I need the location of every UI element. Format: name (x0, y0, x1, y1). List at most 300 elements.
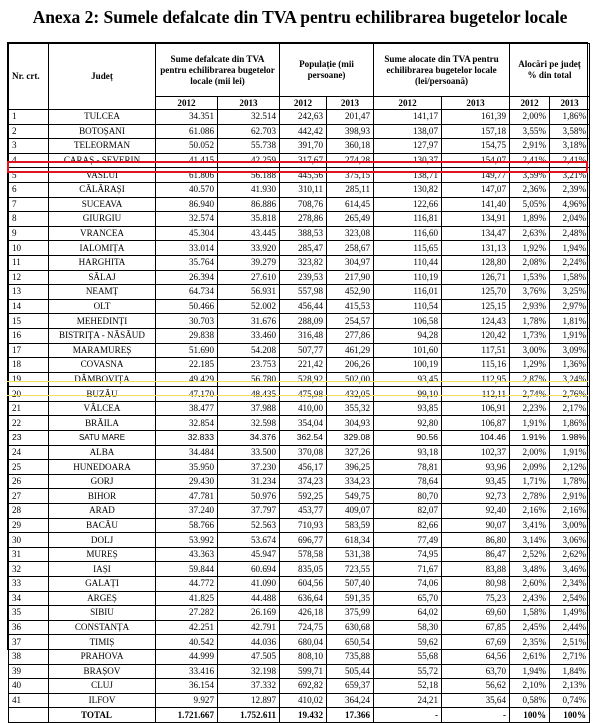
cell-sume-2012: 64.734 (156, 285, 218, 300)
cell-sume-2012: 26.394 (156, 270, 218, 285)
cell-nr: 25 (9, 460, 49, 475)
header-populatie: Populație (mii persoane) (280, 44, 374, 97)
cell-sume-2013: 34.376 (218, 431, 280, 446)
cell-aloc-2013: 67,85 (442, 620, 510, 635)
cell-pop-2012: 221,42 (280, 358, 327, 373)
cell-aloc-2013: 120,42 (442, 328, 510, 343)
cell-pop-2013: 591,35 (327, 591, 374, 606)
cell-nr: 9 (9, 226, 49, 241)
cell-nr: 26 (9, 474, 49, 489)
cell-pct-2012: 1,78% (510, 314, 550, 329)
cell-aloc-2013: 75,23 (442, 591, 510, 606)
year-header: 2013 (550, 97, 590, 110)
cell-nr: 41 (9, 693, 49, 708)
cell-sume-2012: 41.415 (156, 153, 218, 168)
table-row (9, 328, 590, 343)
cell-aloc-2013: 90,07 (442, 518, 510, 533)
cell-pct-2012: 2,36% (510, 182, 550, 197)
table-row (9, 577, 590, 592)
cell-aloc-2012: 74,06 (374, 577, 442, 592)
cell-aloc-2013: 67,69 (442, 635, 510, 650)
cell-nr: 1 (9, 110, 49, 125)
page-title: Anexa 2: Sumele defalcate din TVA pentru echilibrarea bugetelor locale (32, 7, 568, 27)
cell-sume-2012: 43.363 (156, 547, 218, 562)
cell-pop-2012: 288,09 (280, 314, 327, 329)
cell-judet: BUZĂU (49, 387, 156, 402)
cell-judet: NEAMȚ (49, 285, 156, 300)
cell-pop-2012: 710,93 (280, 518, 327, 533)
table-row (9, 358, 590, 373)
cell-aloc-2012: 65,70 (374, 591, 442, 606)
cell-sume-2012: 32.574 (156, 212, 218, 227)
cell-pop-2012: 578,58 (280, 547, 327, 562)
cell-pop-2012: 592,25 (280, 489, 327, 504)
cell-pop-2012: 19.432 (280, 708, 327, 723)
cell-sume-2013: 35.818 (218, 212, 280, 227)
cell-judet: SIBIU (49, 606, 156, 621)
cell-pop-2013: 375,99 (327, 606, 374, 621)
cell-aloc-2012: 100,19 (374, 358, 442, 373)
cell-pop-2012: 316,48 (280, 328, 327, 343)
cell-pct-2013: 2,54% (550, 591, 590, 606)
cell-nr: 30 (9, 533, 49, 548)
cell-sume-2012: 44.772 (156, 577, 218, 592)
cell-sume-2013: 54.208 (218, 343, 280, 358)
cell-aloc-2012: 92,80 (374, 416, 442, 431)
cell-sume-2012: 1.721.667 (156, 708, 218, 723)
cell-aloc-2013: 161,39 (442, 110, 510, 125)
cell-pct-2013: 2,24% (550, 255, 590, 270)
cell-pop-2013: 415,53 (327, 299, 374, 314)
table-row (9, 460, 590, 475)
cell-pop-2013: 630,68 (327, 620, 374, 635)
cell-pct-2012: 0,58% (510, 693, 550, 708)
cell-aloc-2012: 64,02 (374, 606, 442, 621)
cell-judet: SATU MARE (49, 431, 156, 446)
cell-sume-2013: 32.514 (218, 110, 280, 125)
cell-aloc-2013: 157,18 (442, 124, 510, 139)
cell-nr: 5 (9, 168, 49, 183)
table-row (9, 197, 590, 212)
cell-pct-2012: 2,35% (510, 635, 550, 650)
table-row (9, 620, 590, 635)
cell-pop-2013: 452,90 (327, 285, 374, 300)
cell-aloc-2012: 55,68 (374, 649, 442, 664)
cell-aloc-2013: 141,40 (442, 197, 510, 212)
cell-pct-2013: 3,09% (550, 343, 590, 358)
cell-sume-2012: 9.927 (156, 693, 218, 708)
cell-sume-2013: 39.279 (218, 255, 280, 270)
cell-aloc-2012: 77,49 (374, 533, 442, 548)
cell-pct-2012: 3,59% (510, 168, 550, 183)
table-row (9, 679, 590, 694)
cell-aloc-2013: 112,95 (442, 372, 510, 387)
table-row (9, 182, 590, 197)
cell-sume-2013: 55.738 (218, 139, 280, 154)
cell-pct-2012: 5,05% (510, 197, 550, 212)
cell-pct-2012: 1,89% (510, 212, 550, 227)
cell-aloc-2012: 106,58 (374, 314, 442, 329)
cell-aloc-2013: 125,70 (442, 285, 510, 300)
cell-judet: TOTAL (49, 708, 156, 723)
cell-sume-2012: 86.940 (156, 197, 218, 212)
cell-aloc-2012: 130,37 (374, 153, 442, 168)
cell-pop-2013: 507,40 (327, 577, 374, 592)
cell-pct-2012: 1,91% (510, 416, 550, 431)
vat-allocation-table (8, 43, 590, 723)
cell-nr: 14 (9, 299, 49, 314)
cell-pop-2012: 310,11 (280, 182, 327, 197)
cell-sume-2012: 34.351 (156, 110, 218, 125)
cell-pct-2012: 2,45% (510, 620, 550, 635)
data-table-frame (7, 42, 588, 720)
cell-judet: CARAȘ - SEVERIN (49, 153, 156, 168)
cell-pop-2012: 410,02 (280, 693, 327, 708)
cell-sume-2013: 53.674 (218, 533, 280, 548)
cell-pct-2012: 2,00% (510, 110, 550, 125)
cell-pct-2012: 1,53% (510, 270, 550, 285)
cell-judet: HUNEDOARA (49, 460, 156, 475)
cell-sume-2013: 31.234 (218, 474, 280, 489)
cell-aloc-2013: - (442, 708, 510, 723)
cell-pop-2013: 258,67 (327, 241, 374, 256)
cell-nr: 7 (9, 197, 49, 212)
cell-sume-2012: 47.781 (156, 489, 218, 504)
cell-pct-2012: 2,52% (510, 547, 550, 562)
cell-judet: ALBA (49, 445, 156, 460)
cell-pct-2012: 1,29% (510, 358, 550, 373)
table-row (9, 635, 590, 650)
cell-pct-2013: 2,39% (550, 182, 590, 197)
cell-sume-2013: 31.676 (218, 314, 280, 329)
cell-pop-2013: 355,32 (327, 401, 374, 416)
cell-pop-2012: 456,44 (280, 299, 327, 314)
table-row (9, 489, 590, 504)
cell-nr: 39 (9, 664, 49, 679)
cell-nr: 27 (9, 489, 49, 504)
cell-aloc-2012: 138,71 (374, 168, 442, 183)
cell-pop-2013: 360,18 (327, 139, 374, 154)
cell-sume-2012: 35.764 (156, 255, 218, 270)
cell-judet: SĂLAJ (49, 270, 156, 285)
cell-sume-2013: 44.036 (218, 635, 280, 650)
cell-pct-2013: 2,16% (550, 504, 590, 519)
cell-nr: 10 (9, 241, 49, 256)
cell-aloc-2013: 83,88 (442, 562, 510, 577)
cell-pct-2013: 3,21% (550, 168, 590, 183)
cell-pct-2013: 3,46% (550, 562, 590, 577)
table-row (9, 416, 590, 431)
cell-aloc-2013: 125,15 (442, 299, 510, 314)
cell-pct-2013: 1,86% (550, 416, 590, 431)
cell-sume-2012: 45.304 (156, 226, 218, 241)
cell-sume-2013: 50.976 (218, 489, 280, 504)
cell-aloc-2012: 127,97 (374, 139, 442, 154)
cell-pct-2012: 2,00% (510, 445, 550, 460)
cell-sume-2013: 41.090 (218, 577, 280, 592)
cell-pct-2013: 2,41% (550, 153, 590, 168)
cell-sume-2012: 50.052 (156, 139, 218, 154)
cell-pct-2013: 2,12% (550, 460, 590, 475)
cell-sume-2012: 61.806 (156, 168, 218, 183)
cell-aloc-2012: 93,85 (374, 401, 442, 416)
cell-pct-2013: 3,58% (550, 124, 590, 139)
cell-judet: BOTOȘANI (49, 124, 156, 139)
cell-judet: BIHOR (49, 489, 156, 504)
cell-pop-2012: 599,71 (280, 664, 327, 679)
cell-judet: ILFOV (49, 693, 156, 708)
cell-judet: ARAD (49, 504, 156, 519)
cell-aloc-2013: 115,16 (442, 358, 510, 373)
cell-pop-2012: 391,70 (280, 139, 327, 154)
cell-sume-2013: 62.703 (218, 124, 280, 139)
cell-aloc-2012: 71,67 (374, 562, 442, 577)
cell-aloc-2013: 154,07 (442, 153, 510, 168)
cell-nr: 22 (9, 416, 49, 431)
cell-pct-2013: 0,74% (550, 693, 590, 708)
cell-pct-2013: 2,62% (550, 547, 590, 562)
table-row (9, 518, 590, 533)
cell-aloc-2012: 90.56 (374, 431, 442, 446)
cell-pop-2013: 650,54 (327, 635, 374, 650)
cell-pop-2012: 696,77 (280, 533, 327, 548)
cell-pop-2013: 254,57 (327, 314, 374, 329)
cell-pop-2013: 17.366 (327, 708, 374, 723)
cell-pop-2012: 285,47 (280, 241, 327, 256)
cell-aloc-2013: 86,80 (442, 533, 510, 548)
cell-pct-2012: 1.91% (510, 431, 550, 446)
cell-pop-2012: 442,42 (280, 124, 327, 139)
cell-pct-2012: 1,92% (510, 241, 550, 256)
cell-sume-2013: 41.930 (218, 182, 280, 197)
cell-pct-2013: 3,25% (550, 285, 590, 300)
cell-sume-2012: 29.838 (156, 328, 218, 343)
cell-pct-2013: 1,36% (550, 358, 590, 373)
table-row (9, 168, 590, 183)
cell-pop-2013: 274,28 (327, 153, 374, 168)
cell-judet: CLUJ (49, 679, 156, 694)
cell-pct-2013: 1,78% (550, 474, 590, 489)
cell-nr: 23 (9, 431, 49, 446)
cell-aloc-2013: 147,07 (442, 182, 510, 197)
cell-sume-2012: 44.999 (156, 649, 218, 664)
cell-pop-2013: 375,15 (327, 168, 374, 183)
cell-judet: VRANCEA (49, 226, 156, 241)
cell-pop-2013: 614,45 (327, 197, 374, 212)
cell-sume-2013: 44.488 (218, 591, 280, 606)
cell-pop-2013: 735,88 (327, 649, 374, 664)
cell-pop-2013: 723,55 (327, 562, 374, 577)
cell-sume-2012: 30.703 (156, 314, 218, 329)
cell-pop-2012: 370,08 (280, 445, 327, 460)
cell-pop-2013: 285,11 (327, 182, 374, 197)
cell-aloc-2012: 101,60 (374, 343, 442, 358)
cell-pop-2012: 242,63 (280, 110, 327, 125)
cell-sume-2013: 12.897 (218, 693, 280, 708)
cell-sume-2012: 37.240 (156, 504, 218, 519)
cell-pop-2012: 636,64 (280, 591, 327, 606)
cell-pop-2012: 278,86 (280, 212, 327, 227)
cell-sume-2013: 56.931 (218, 285, 280, 300)
cell-judet: OLT (49, 299, 156, 314)
cell-pop-2013: 618,34 (327, 533, 374, 548)
cell-sume-2013: 42.259 (218, 153, 280, 168)
cell-pct-2013: 2,17% (550, 401, 590, 416)
cell-sume-2012: 42.251 (156, 620, 218, 635)
cell-pct-2012: 3,00% (510, 343, 550, 358)
cell-pop-2012: 426,18 (280, 606, 327, 621)
cell-pct-2013: 2,76% (550, 387, 590, 402)
cell-sume-2013: 37.332 (218, 679, 280, 694)
header-alocate: Sume alocate din TVA pentru echilibrarea bugetelor locale (lei/persoană) (374, 44, 510, 97)
cell-pct-2012: 1,94% (510, 664, 550, 679)
cell-aloc-2013: 63,70 (442, 664, 510, 679)
cell-nr: 20 (9, 387, 49, 402)
cell-nr: 12 (9, 270, 49, 285)
cell-pop-2013: 531,38 (327, 547, 374, 562)
cell-pct-2013: 1,58% (550, 270, 590, 285)
cell-sume-2013: 43.445 (218, 226, 280, 241)
cell-aloc-2012: - (374, 708, 442, 723)
cell-aloc-2013: 149,77 (442, 168, 510, 183)
table-row (9, 343, 590, 358)
cell-sume-2013: 1.752.611 (218, 708, 280, 723)
cell-pct-2013: 2,04% (550, 212, 590, 227)
cell-pop-2013: 583,59 (327, 518, 374, 533)
cell-aloc-2012: 99,10 (374, 387, 442, 402)
cell-pop-2012: 507,77 (280, 343, 327, 358)
table-row (9, 153, 590, 168)
cell-pct-2012: 2,16% (510, 504, 550, 519)
cell-pct-2013: 100% (550, 708, 590, 723)
cell-judet: DÂMBOVIȚA (49, 372, 156, 387)
cell-aloc-2012: 82,07 (374, 504, 442, 519)
cell-sume-2012: 27.282 (156, 606, 218, 621)
cell-sume-2012: 40.542 (156, 635, 218, 650)
cell-nr: 4 (9, 153, 49, 168)
cell-aloc-2012: 74,95 (374, 547, 442, 562)
cell-judet: GALAȚI (49, 577, 156, 592)
cell-sume-2013: 33.460 (218, 328, 280, 343)
cell-pct-2012: 3,76% (510, 285, 550, 300)
cell-aloc-2013: 92,73 (442, 489, 510, 504)
header-nr: Nr. crt. (9, 44, 49, 110)
cell-aloc-2012: 110,54 (374, 299, 442, 314)
cell-judet: MUREȘ (49, 547, 156, 562)
cell-pop-2013: 327,26 (327, 445, 374, 460)
cell-aloc-2013: 106,87 (442, 416, 510, 431)
cell-judet: IAȘI (49, 562, 156, 577)
cell-sume-2012: 58.766 (156, 518, 218, 533)
cell-pct-2012: 2,91% (510, 139, 550, 154)
cell-pct-2013: 1,84% (550, 664, 590, 679)
cell-judet: TIMIȘ (49, 635, 156, 650)
cell-pct-2013: 2,97% (550, 299, 590, 314)
header-judet: Județ (49, 44, 156, 110)
cell-nr: 34 (9, 591, 49, 606)
cell-pct-2012: 1,58% (510, 606, 550, 621)
cell-aloc-2012: 116,01 (374, 285, 442, 300)
cell-pop-2012: 410,00 (280, 401, 327, 416)
cell-aloc-2012: 110,19 (374, 270, 442, 285)
cell-sume-2013: 48.435 (218, 387, 280, 402)
cell-sume-2013: 32.598 (218, 416, 280, 431)
cell-sume-2012: 33.014 (156, 241, 218, 256)
table-row (9, 255, 590, 270)
cell-pop-2012: 680,04 (280, 635, 327, 650)
cell-judet: PRAHOVA (49, 649, 156, 664)
cell-pop-2012: 445,56 (280, 168, 327, 183)
cell-pct-2013: 1,49% (550, 606, 590, 621)
cell-pct-2013: 3,06% (550, 533, 590, 548)
cell-aloc-2013: 134,47 (442, 226, 510, 241)
cell-aloc-2013: 112,11 (442, 387, 510, 402)
cell-nr: 32 (9, 562, 49, 577)
table-row (9, 445, 590, 460)
table-row (9, 387, 590, 402)
cell-nr: 2 (9, 124, 49, 139)
table-row (9, 372, 590, 387)
cell-pop-2013: 304,93 (327, 416, 374, 431)
cell-pct-2012: 3,48% (510, 562, 550, 577)
cell-aloc-2012: 138,07 (374, 124, 442, 139)
cell-judet: BRAȘOV (49, 664, 156, 679)
cell-pct-2012: 2,93% (510, 299, 550, 314)
header-alocari: Alocări pe județ % din total (510, 44, 590, 97)
cell-sume-2013: 37.988 (218, 401, 280, 416)
cell-sume-2012: 38.477 (156, 401, 218, 416)
cell-pop-2013: 549,75 (327, 489, 374, 504)
cell-pct-2013: 3,24% (550, 372, 590, 387)
cell-nr: 40 (9, 679, 49, 694)
cell-aloc-2012: 78,81 (374, 460, 442, 475)
cell-nr: 33 (9, 577, 49, 592)
cell-judet: TULCEA (49, 110, 156, 125)
cell-pop-2012: 453,77 (280, 504, 327, 519)
cell-nr: 37 (9, 635, 49, 650)
cell-aloc-2012: 93,18 (374, 445, 442, 460)
cell-aloc-2012: 24,21 (374, 693, 442, 708)
cell-pct-2013: 2,48% (550, 226, 590, 241)
cell-nr: 15 (9, 314, 49, 329)
cell-nr: 24 (9, 445, 49, 460)
cell-pct-2013: 2,34% (550, 577, 590, 592)
year-header: 2013 (442, 97, 510, 110)
cell-pop-2013: 277,86 (327, 328, 374, 343)
cell-pct-2012: 3,14% (510, 533, 550, 548)
cell-pop-2012: 323,82 (280, 255, 327, 270)
cell-pop-2013: 206,26 (327, 358, 374, 373)
cell-nr: 28 (9, 504, 49, 519)
cell-nr (9, 708, 49, 723)
cell-aloc-2012: 115,65 (374, 241, 442, 256)
cell-sume-2013: 37.797 (218, 504, 280, 519)
cell-pct-2013: 2,44% (550, 620, 590, 635)
cell-judet: BRĂILA (49, 416, 156, 431)
cell-sume-2013: 33.500 (218, 445, 280, 460)
cell-sume-2012: 35.950 (156, 460, 218, 475)
cell-pop-2013: 461,29 (327, 343, 374, 358)
cell-sume-2013: 45.947 (218, 547, 280, 562)
cell-sume-2012: 33.416 (156, 664, 218, 679)
cell-pct-2012: 2,23% (510, 401, 550, 416)
cell-aloc-2013: 117,51 (442, 343, 510, 358)
cell-pop-2012: 388,53 (280, 226, 327, 241)
cell-pct-2013: 2,51% (550, 635, 590, 650)
cell-pct-2013: 2,13% (550, 679, 590, 694)
table-row (9, 212, 590, 227)
cell-aloc-2013: 86,47 (442, 547, 510, 562)
